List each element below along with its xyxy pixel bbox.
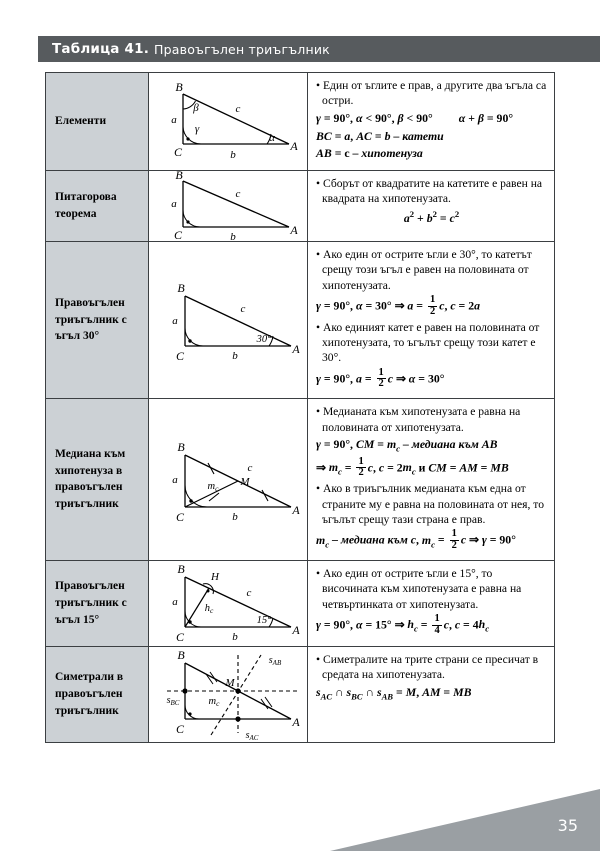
svg-text:A: A (292, 622, 300, 637)
row-label-elements: Елементи (46, 73, 149, 170)
svg-text:c: c (247, 462, 253, 475)
row-text-bisectors (308, 647, 554, 742)
figure-right-triangle-plain (149, 171, 308, 241)
svg-text:B: B (175, 82, 183, 95)
formula-line: γ = 90°, a = $\frac{1}{2}$ c ⇒ α = 30° (316, 366, 445, 390)
svg-text:15°: 15° (256, 614, 272, 626)
svg-text:B: B (175, 170, 183, 182)
svg-text:c: c (240, 302, 246, 315)
svg-text:a: a (172, 314, 178, 327)
formula-line: $m_c$ – медиана към c, $m_c$ = $\frac{1}{2}$ c ⇒ γ = 90° (316, 528, 516, 552)
figure-right-triangle-15 (149, 561, 308, 646)
svg-text:B: B (177, 280, 185, 295)
svg-text:c: c (235, 187, 241, 200)
svg-text:M: M (224, 676, 235, 689)
svg-text:C: C (175, 629, 185, 644)
formula-line: $a^2 + b^2 = c^2$ (403, 208, 460, 225)
svg-text:a: a (171, 197, 177, 210)
bullet-text: • Медианата към хипотенузата е равна на половината от хипотенузата. (316, 405, 521, 434)
formula-line: ⇒ $m_c$ = $\frac{1}{2}$ c, $c = 2m_c$ и CM = AM = MB (316, 455, 509, 479)
svg-text:30°: 30° (256, 333, 272, 345)
svg-text:B: B (176, 647, 185, 662)
row-label-angle-15: Правоъгълен триъгълник с ъгъл 15° (46, 561, 149, 646)
figure-right-triangle-30 (149, 242, 308, 398)
svg-text:C: C (173, 145, 183, 160)
svg-text:mc: mc (208, 695, 219, 708)
row-label-angle-30: Правоъгълен триъгълник с ъгъл 30° (46, 242, 149, 398)
table-row (46, 399, 554, 561)
svg-text:b: b (232, 511, 238, 524)
row-text-angle-15 (308, 561, 554, 646)
svg-text:β: β (193, 102, 199, 115)
formula-line: γ = 90°, CM = $m_c$ – медиана към AB (316, 436, 498, 454)
svg-text:B: B (177, 440, 185, 455)
row-text-median (308, 399, 554, 560)
formula-line: γ = 90°, α = 30° ⇒ a = $\frac{1}{2}$ c, c = 2a (316, 294, 481, 317)
table-row (46, 171, 554, 242)
figure-right-triangle-elements (149, 73, 308, 170)
svg-text:b: b (232, 349, 238, 362)
bullet-text: • Ако един от острите ъгли е 30°, то катетът срещу този ъгъл е равен на половината от хипотенузата. (316, 247, 532, 292)
svg-text:A: A (291, 714, 300, 729)
svg-text:α: α (269, 132, 275, 145)
bullet-text: • Един от ъглите е прав, а другите два ъгъла са остри. (316, 79, 547, 108)
svg-text:C: C (173, 227, 183, 241)
formula-line: BC = a, AC = b – катети (316, 128, 444, 143)
formula-line: γ = 90°, α = 15° ⇒ $h_c$ = $\frac{1}{4}$ c, $c = 4h_c$ (316, 612, 490, 636)
bullet-text: • Сборът от квадратите на катетите е равен на квадрата на хипотенузата. (316, 176, 543, 206)
svg-text:a: a (172, 474, 178, 487)
row-label-median: Медиана към хипотенуза в правоъгълен триъгълник (46, 399, 149, 560)
svg-text:b: b (230, 230, 236, 241)
table-row (46, 561, 554, 647)
svg-text:sBC: $s_{BC}$ (166, 694, 179, 707)
svg-text:C: C (175, 510, 185, 525)
row-label-pythagoras: Питагорова теорема (46, 171, 149, 241)
svg-text:M: M (240, 476, 250, 489)
svg-text:c: c (235, 103, 241, 116)
svg-text:sAC: $s_{AC}$ (245, 729, 258, 742)
svg-text:C: C (175, 721, 184, 736)
page-number: 35 (557, 816, 578, 835)
svg-text:A: A (292, 341, 300, 356)
svg-text:C: C (175, 348, 185, 363)
table-header-bar (38, 36, 600, 62)
svg-text:mc: mc (207, 481, 219, 494)
svg-text:γ: γ (194, 123, 200, 136)
table-title: Правоъгълен триъгълник (154, 41, 330, 57)
svg-text:b: b (232, 630, 238, 643)
table-row (46, 647, 554, 742)
figure-right-triangle-bisectors (149, 647, 308, 742)
svg-text:a: a (171, 114, 177, 127)
svg-text:c: c (246, 586, 252, 599)
bullet-text: • Ако в триъгълник медианата към една от страните му е равна на половината от нея, то ъгълът срещу тази страна е прав. (316, 482, 545, 526)
bullet-text: • Симетралите на трите страни се пресичат в средата на хипотенузата. (316, 652, 539, 682)
reference-table (45, 72, 555, 743)
svg-text:A: A (292, 503, 300, 518)
svg-text:hc: hc (204, 602, 214, 615)
svg-text:sAB: $s_{AB}$ (268, 654, 281, 667)
svg-text:A: A (290, 139, 298, 154)
svg-text:H: H (211, 570, 219, 583)
table-row (46, 242, 554, 399)
formula-line: AB = с – хипотенуза (316, 146, 423, 161)
row-label-bisectors: Симетрали в правоъгълен триъгълник (46, 647, 149, 742)
svg-text:B: B (177, 561, 185, 576)
svg-text:A: A (290, 222, 298, 237)
figure-right-triangle-median (149, 399, 308, 560)
formula-line: γ = 90°, α < 90°, β < 90° α + β = 90° (316, 110, 514, 125)
row-text-pythagoras (308, 171, 554, 241)
formula-line: $s_{AC}$ ∩ $s_{BC}$ ∩ $s_{AB} = M$, AM = MB (316, 684, 472, 701)
table-row (46, 73, 554, 171)
bullet-text: • Ако един от острите ъгли е 15°, то височината към хипотенузата е равна на четвъртинката от хипотенузата. (316, 566, 522, 611)
row-text-angle-30 (308, 242, 554, 398)
row-text-elements (308, 73, 554, 170)
svg-text:b: b (230, 149, 236, 161)
svg-text:a: a (172, 595, 178, 608)
table-number: Таблица 41. (52, 41, 150, 57)
bullet-text: • Ако единият катет е равен на половината от хипотенузата, то ъгълът срещу този катет е 30°. (316, 320, 540, 365)
